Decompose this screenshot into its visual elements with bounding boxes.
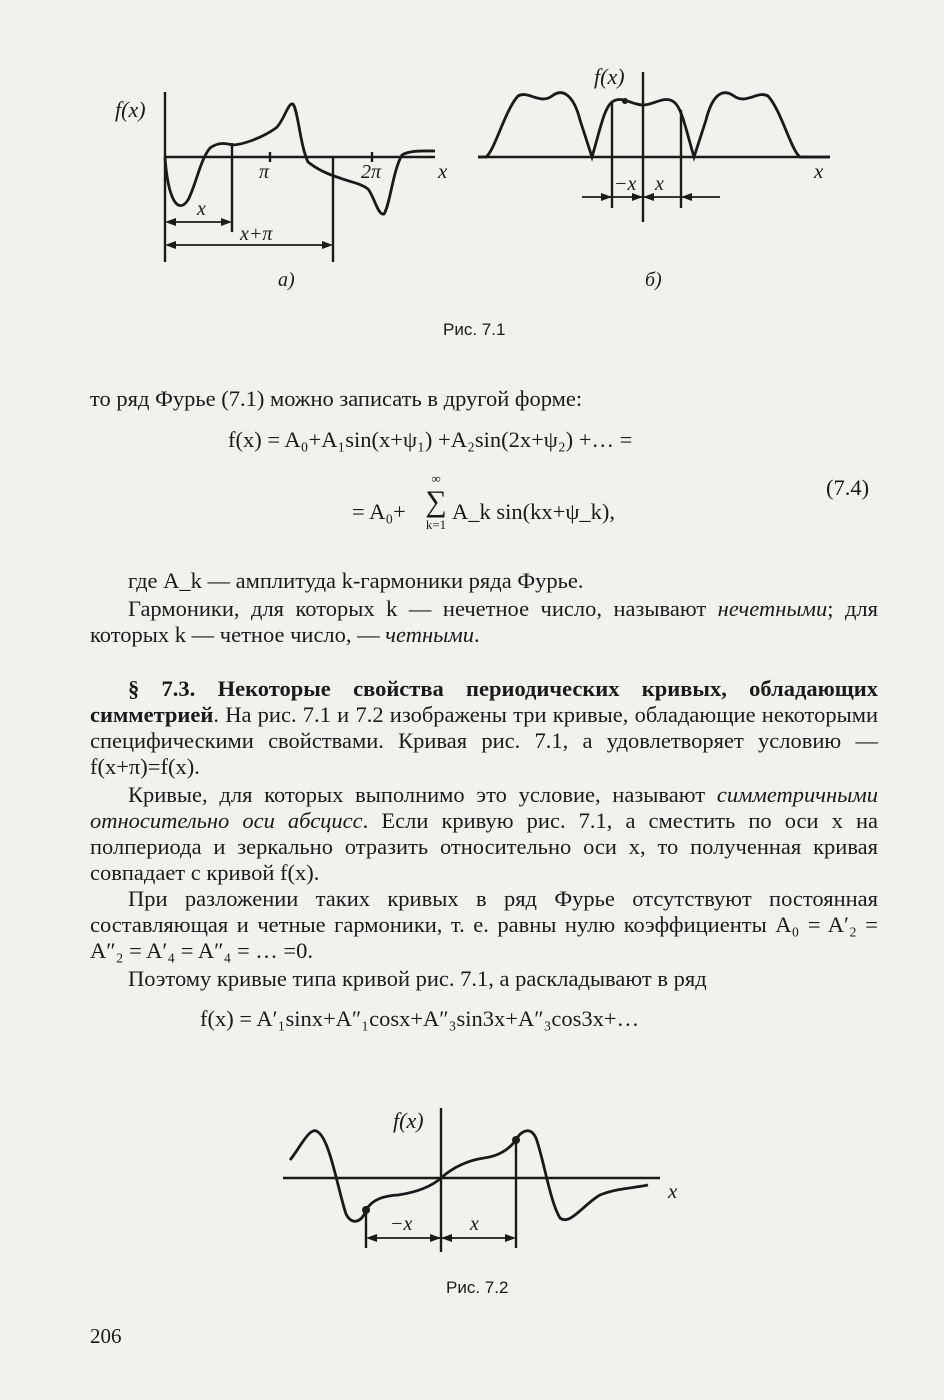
fig71b-y-label: f(x) xyxy=(594,64,625,89)
eq-7-4-line2-right: A_k sin(kx+ψ_k), xyxy=(452,499,616,524)
sum-lower-limit: k=1 xyxy=(425,517,447,532)
tick-2pi: 2π xyxy=(361,161,382,183)
figure-7-1-caption: Рис. 7.1 xyxy=(443,320,506,339)
harmonics-text-2: ; для которых k — четное число, — xyxy=(90,596,878,647)
fig72-y-label: f(x) xyxy=(393,1108,424,1133)
curve-b xyxy=(478,93,830,157)
therefore-paragraph: Поэтому кривые типа кривой рис. 7.1, а раскладывают в ряд xyxy=(128,966,707,991)
eq-7-4-line2-left: = A₀+ xyxy=(352,499,406,524)
odd-term: нечетными xyxy=(717,596,828,621)
sum-symbol xyxy=(424,471,448,533)
sum-sign: ∑ xyxy=(425,485,447,518)
fig71a-x-label: x xyxy=(438,159,448,183)
fig71b-x-label: x xyxy=(814,159,824,183)
section-7-3-paragraph xyxy=(90,676,878,780)
decomposition-paragraph: При разложении таких кривых в ряд Фурье отсутствуют постоянная составляющая и четные гармоники, т. е. равны нулю коэффициенты A₀ = A′₂ = A″₂ = A′₄ = A″₄ = … =0. xyxy=(90,886,878,963)
eq-7-4-line1: f(x) = A₀+A₁sin(x+ψ₁) +A₂sin(2x+ψ₂) +… = xyxy=(228,427,633,452)
dim-minus-x: −x xyxy=(390,1213,413,1235)
intro-text: то ряд Фурье (7.1) можно записать в другой форме: xyxy=(90,386,583,411)
sublabel-a: а) xyxy=(278,269,295,291)
harmonics-text: Гармоники, для которых k — нечетное число, называют xyxy=(128,596,718,621)
eq-7-4-number: (7.4) xyxy=(826,475,870,500)
curve-72 xyxy=(290,1131,648,1222)
symmetric-term: симметричными относительно оси абсцисс xyxy=(90,782,878,833)
even-term: четными xyxy=(385,622,474,647)
curves-paragraph xyxy=(90,782,878,886)
page-number: 206 xyxy=(90,1324,122,1348)
dim-x: x xyxy=(655,173,664,195)
sublabel-b: б) xyxy=(645,269,662,291)
fig72-x-label: x xyxy=(668,1179,678,1203)
curves-text-2: . Если кривую рис. 7.1, а сместить по оси x на полпериода и зеркально отразить относительно оси x, то полученная кривая совпадает с кривой f(x). xyxy=(90,808,878,885)
dim-x: x xyxy=(470,1213,479,1235)
harmonics-paragraph xyxy=(90,596,878,648)
where-paragraph: где A_k — амплитуда k-гармоники ряда Фурье. xyxy=(128,568,584,593)
series-equation: f(x) = A′₁sinx+A″₁cosx+A″₃sin3x+A″₃cos3x+… xyxy=(200,1006,640,1031)
figure-7-2 xyxy=(280,1100,700,1280)
section-heading: § 7.3. Некоторые свойства периодических кривых, обладающих симметрией xyxy=(90,676,878,727)
harmonics-end: . xyxy=(473,622,480,647)
dim-x-plus-pi: x+π xyxy=(240,223,273,245)
section-text: . На рис. 7.1 и 7.2 изображены три кривые, обладающие некоторыми специфическими свойствами. Кривая рис. 7.1, а удовлетворяет условию — f(x+π)=f(x). xyxy=(90,702,878,779)
figure-7-1a xyxy=(100,80,470,300)
tick-pi: π xyxy=(259,161,270,183)
dim-x: x xyxy=(197,198,206,220)
curves-text: Кривые, для которых выполнимо это условие, называют xyxy=(128,782,717,807)
fig71a-y-label: f(x) xyxy=(115,97,146,122)
figure-7-2-caption: Рис. 7.2 xyxy=(446,1278,509,1297)
sum-upper-limit: ∞ xyxy=(431,471,441,486)
figure-7-1b xyxy=(470,60,850,300)
dim-minus-x: −x xyxy=(614,173,637,195)
